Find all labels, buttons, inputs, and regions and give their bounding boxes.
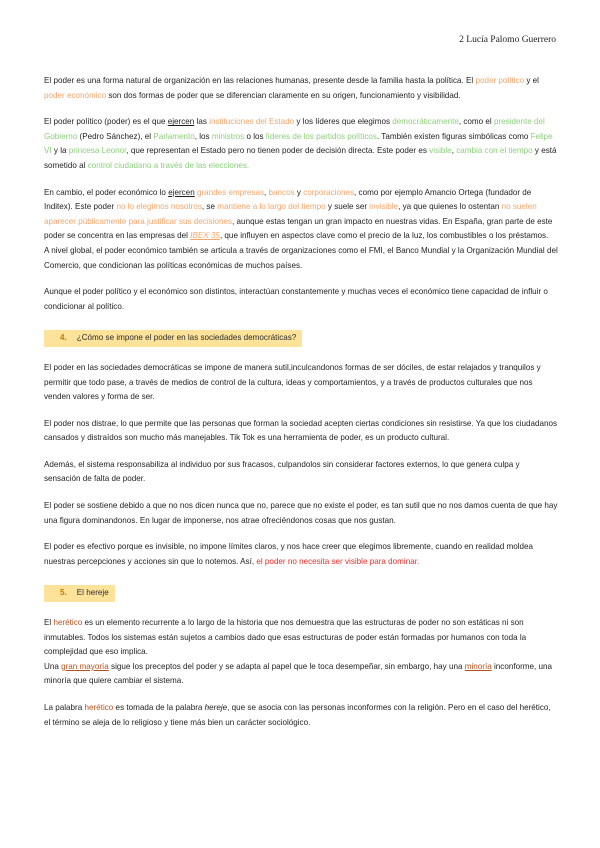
paragraph-intro: El poder es una forma natural de organización en las relaciones humanas, presente desde la familia hasta la política. El poder político y el poder económico son dos formas de poder que se diferencian claramente en su origen, funcionamiento y visibilidad. [44, 76, 539, 100]
paragraph-sutil: El poder en las sociedades democráticas se impone de manera sutil,inculcandonos formas de ser dóciles, de estar relajados y tranquilos y permitir que todo pase, a través de medios de control de la cultura, ideas y comportamientos, y a través de productos culturales que nos venden valores y forma de ser. [44, 362, 541, 402]
document-body [44, 74, 558, 742]
paragraph-palabra-heretico: La palabra herético es tomada de la palabra hereje, que se asocia con las personas inconformes con la religión. Pero en el caso del herético, el término se aleja de lo religioso y tiene más bien un carácter sociológico. [44, 703, 551, 727]
section-heading-4 [44, 330, 302, 347]
paragraph-sostiene: El poder se sostiene debido a que no nos dicen nunca que no, parece que no existe el poder, es tan sutil que no nos damos cuenta de que hay una figura dominandonos. En lugar de imponerse, nos atrae ofreciéndonos cosas que nos gustan. [44, 501, 558, 525]
document-header-author: 2 Lucía Palomo Guerrero [459, 35, 556, 45]
ibex-35-link[interactable]: IBEX 35 [190, 231, 220, 241]
paragraph-poder-economico: En cambio, el poder económico lo ejercen grandes empresas, bancos y corporaciones, como por ejemplo Amancio Ortega (fundador de Inditex). Este poder no lo elegimos nosotros, se mantiene a lo largo del tiempo y suele ser invisible, ya que quienes lo ostentan no suelen aparecer públicamente para justificar sus decisiones, aunque estas tengan un gran impacto en nuestras vidas. En España, gran parte de este poder se concentra en las empresas del IBEX 35, que influyen en aspectos clave como el precio de la luz, los combustibles o los préstamos. [44, 187, 553, 241]
section-title: ¿Cómo se impone el poder en las sociedades democráticas? [76, 333, 297, 343]
section-heading-5 [44, 585, 115, 602]
underlined-ejercen: ejercen [167, 117, 195, 127]
section-title: El hereje [76, 588, 109, 598]
highlight-poder-politico: poder político [475, 76, 525, 85]
section-number: 4. [60, 333, 67, 343]
highlight-conclusion: el poder no necesita ser visible para dominar. [256, 556, 420, 566]
paragraph-poder-politico: El poder político (poder) es el que ejercen las instituciones del Estado y los líderes que elegimos democráticamente, como el presidente del Gobierno (Pedro Sánchez), el Parlamento, los ministros o los líderes de los partidos políticos. También existen figuras simbólicas como Felipe VI y la princesa Leonor, que representan el Estado pero no tienen poder de decisión directa. Este poder es visible, cambia con el tiempo y está sometido al control ciudadano a través de las elecciones. [44, 117, 557, 170]
paragraph-responsabiliza: Además, el sistema responsabiliza al individuo por sus fracasos, culpandolos sin considerar factores externos, lo que genera culpa y sensación de falta de poder. [44, 459, 520, 484]
highlight-poder-economico: poder económico [44, 90, 107, 100]
paragraph-nivel-global: A nivel global, el poder económico también se articula a través de organizaciones como el FMI, el Banco Mundial y la Organización Mundial del Comercio, que condicionan las políticas económicas de muchos países. [44, 245, 558, 270]
section-number: 5. [60, 588, 67, 598]
paragraph-interaccion: Aunque el poder político y el económico son distintos, interactúan constantemente y muchas veces el económico tiene capacidad de influir o condicionar al político. [44, 287, 548, 311]
paragraph-distrae: El poder nos distrae, lo que permite que las personas que forman la sociedad acepten ciertas condiciones sin resistirse. Ya que los ciudadanos cansados y distraídos son mucho más manejables. Tik Tok es una herramienta de poder, es un producto cultural. [44, 418, 558, 443]
paragraph-mayoria: Una gran mayoría sigue los preceptos del poder y se adapta al papel que le toca desempeñar, sin embargo, hay una minoría inconforme, una minoría que quiere cambiar el sistema. [44, 661, 553, 686]
paragraph-efectivo: El poder es efectivo porque es invisible, no impone límites claros, y nos hace creer que elegimos libremente, cuando en realidad moldea nuestras percepciones y acciones sin que lo notemos. Así, el poder no necesita ser visible para dominar. [44, 542, 534, 566]
paragraph-heretico: El herético es un elemento recurrente a lo largo de la historia que nos demuestra que las estructuras de poder no son estáticas ni son inmutables. Todos los sistemas están sujetos a cambios dado que esas estructuras de poder están formadas por humanos con toda la complejidad que eso implica. [44, 618, 527, 657]
